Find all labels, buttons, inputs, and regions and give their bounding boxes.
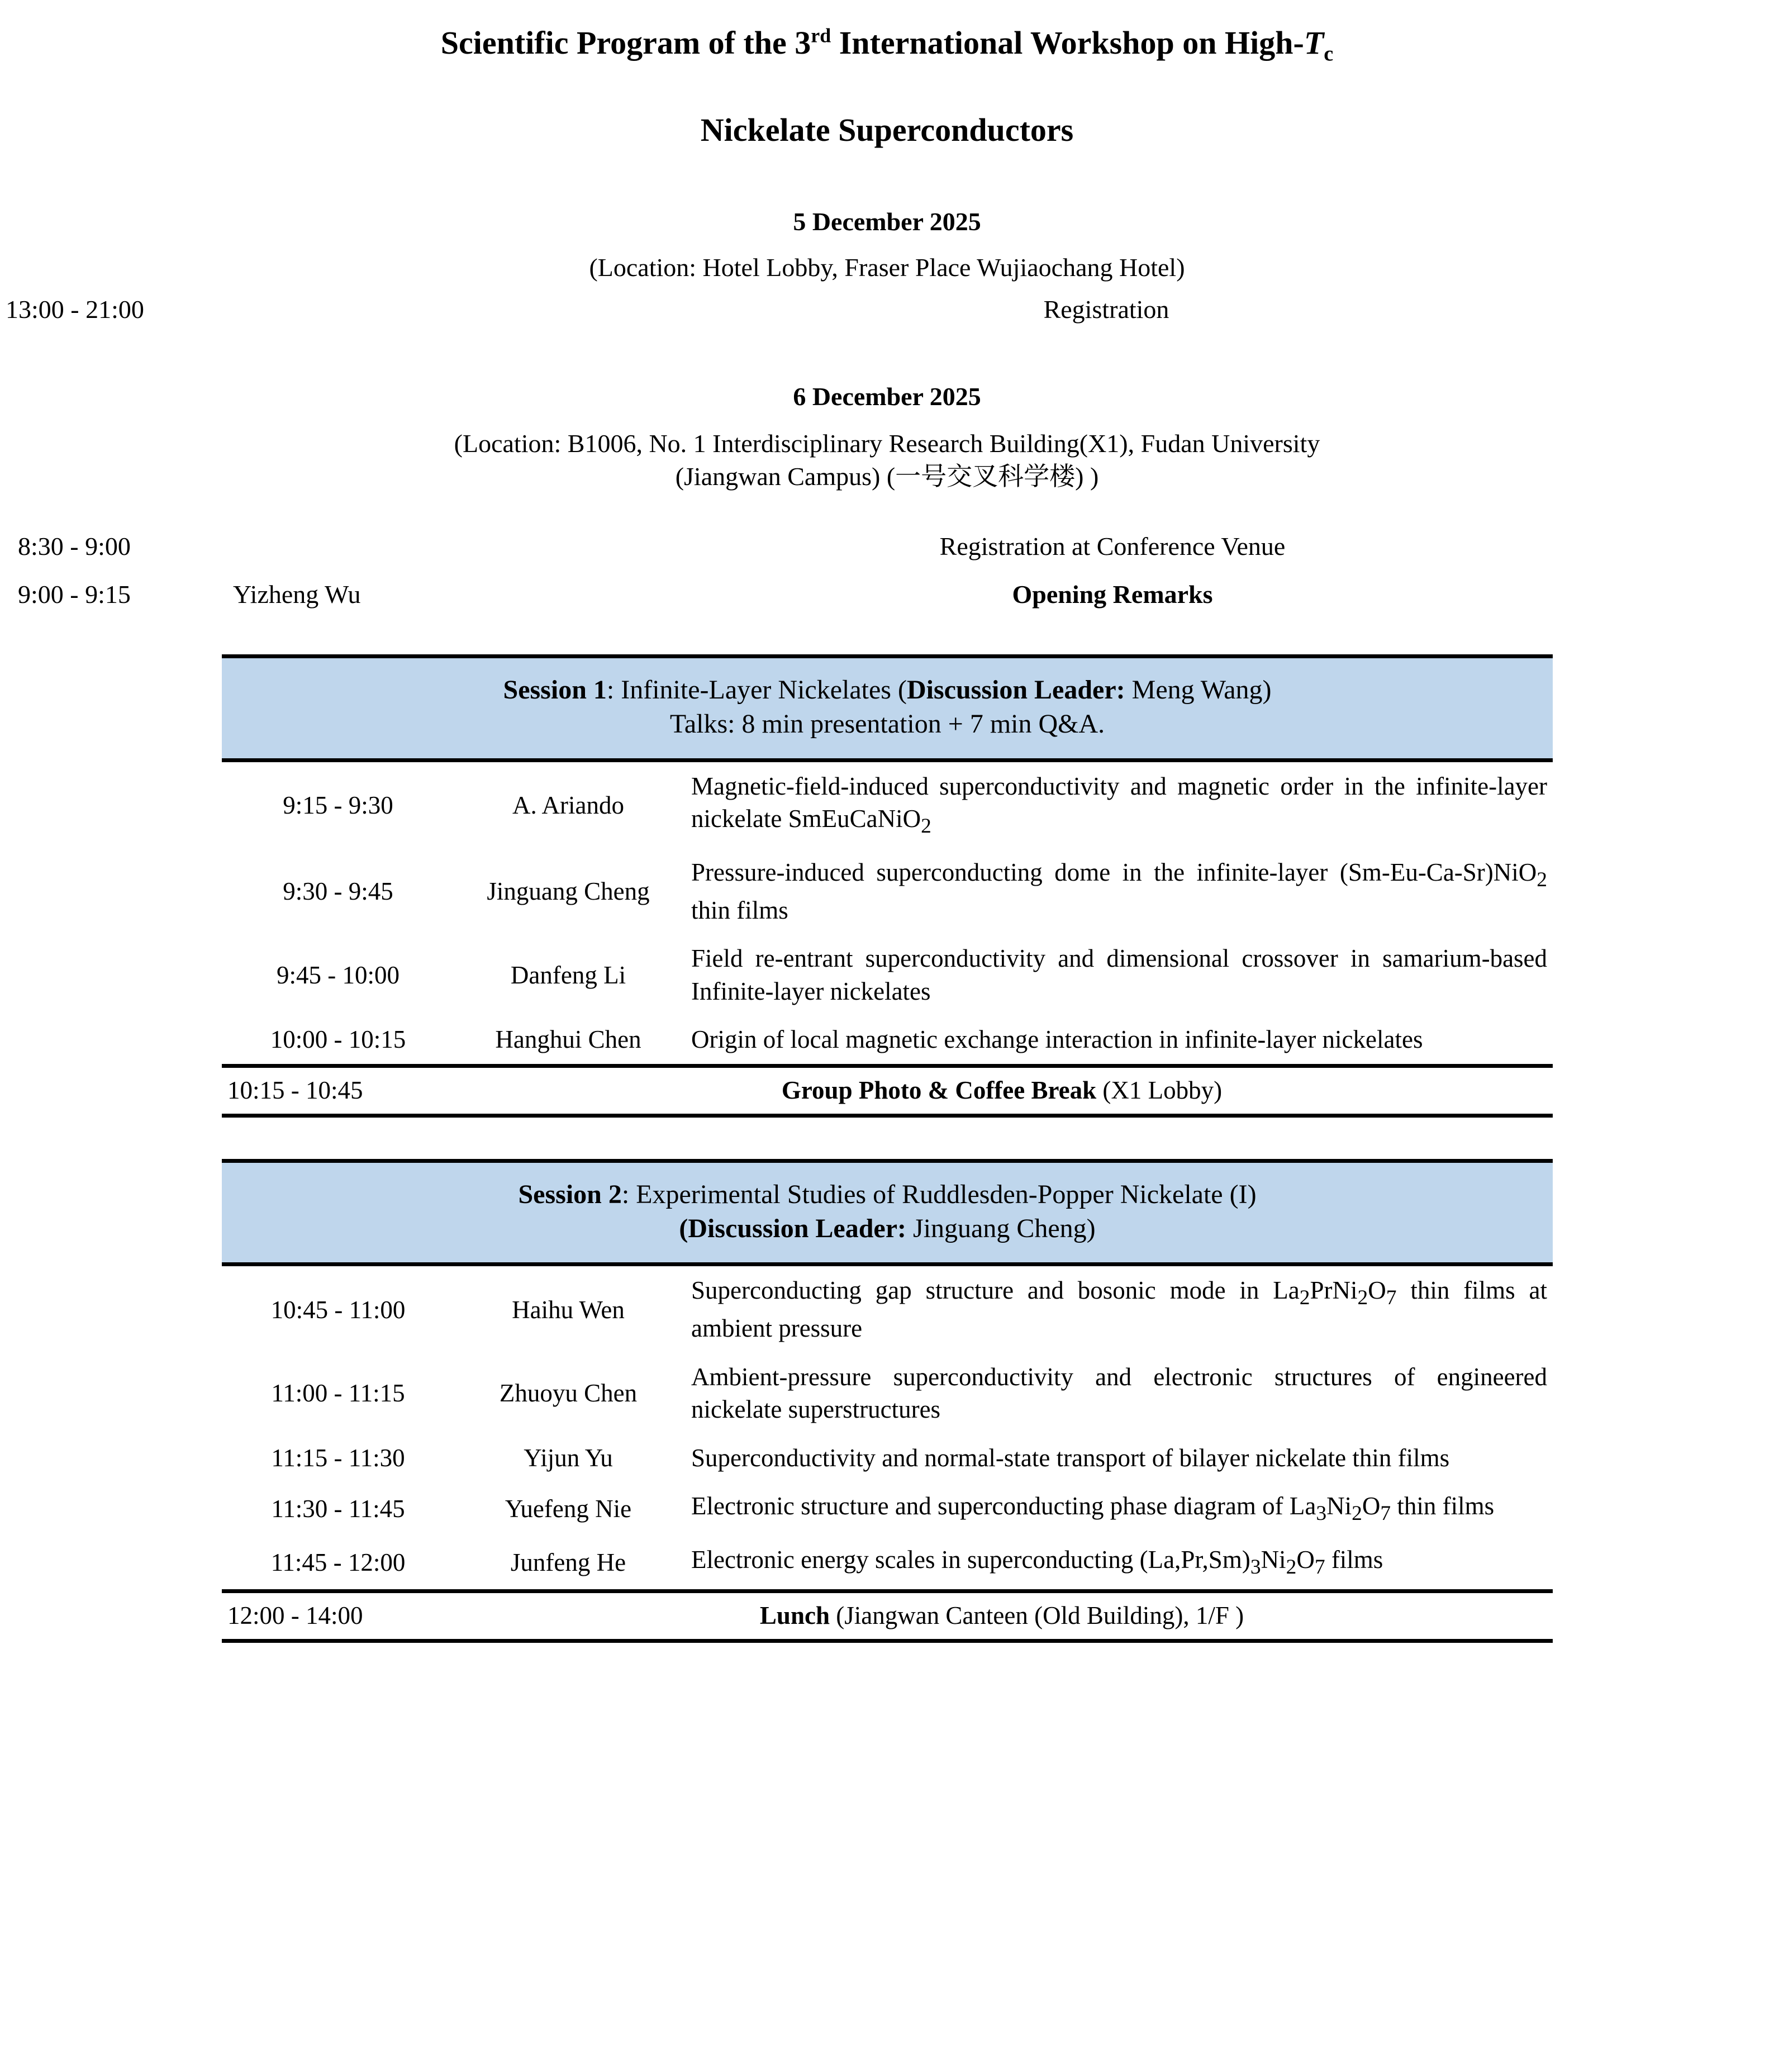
talk-title: Origin of local magnetic exchange interaction in infinite-layer nickelates [691,1025,1423,1053]
session-2-header-cell [222,1161,1553,1265]
day1-location: (Location: Hotel Lobby, Fraser Place Wujiaochang Hotel) [589,253,1185,282]
table-row [222,1265,1553,1353]
talk-title: Electronic structure and superconducting phase diagram of $La_3Ni_2O_7$ thin films [691,1492,1495,1526]
session-2-header-line1 [244,1177,1530,1211]
talk-time: 11:30 - 11:45 [271,1495,405,1523]
day2-opening-desc: Opening Remarks [1012,579,1213,609]
day2-registration-time: 8:30 - 9:00 [18,531,131,560]
talk-time: 11:15 - 11:30 [271,1443,405,1472]
session-1-label: Session 1 [503,674,607,705]
day2-opening-name: Yizheng Wu [233,579,361,609]
talk-time: 10:45 - 11:00 [270,1295,406,1324]
session-2-table [222,1159,1553,1643]
table-row [222,1536,1553,1591]
talk-speaker: Junfeng He [510,1548,626,1576]
talk-title: Ambient-pressure superconductivity and electronic structures of engineered nickelate superstructures [691,1362,1548,1424]
table-row [222,1015,1553,1066]
session-2-leader-label: (Discussion Leader: [679,1213,907,1243]
talk-title: Superconductivity and normal-state transport of bilayer nickelate thin films [691,1443,1450,1472]
day2-date: 6 December 2025 [793,382,981,411]
talk-title: Superconducting gap structure and bosonic mode in $La_2PrNi_2O_7$ thin films at ambient pressure [691,1276,1548,1343]
day2-opening-time: 9:00 - 9:15 [18,579,131,609]
page-title-part1: Scientific Program of the 3 [440,25,811,61]
session-2-label: Session 2 [518,1179,622,1209]
page-title-tc-subscript: c [1324,42,1334,66]
talk-time: 9:45 - 10:00 [277,961,399,989]
session-2-header-row [222,1161,1553,1265]
day2-block [0,384,1774,493]
session-1-leader-label: Discussion Leader: [906,674,1125,705]
talk-time: 10:00 - 10:15 [270,1025,406,1054]
page-title-tc-symbol: T [1304,25,1324,61]
talk-speaker: A. Ariando [512,791,624,819]
talk-speaker: Zhuoyu Chen [499,1379,638,1408]
session-2-header-line2 [244,1211,1530,1246]
table-row [222,760,1553,848]
session-1-table [222,654,1553,1118]
session-1-header-line2: Talks: 8 min presentation + 7 min Q&A. [669,709,1105,739]
table-row [222,848,1553,934]
day2-registration-row [0,531,1774,560]
session-1-header-row [222,656,1553,760]
page-title-part2: International Workshop on High- [831,25,1304,61]
talk-speaker: Yijun Yu [524,1443,613,1472]
session-1-header-cell [222,656,1553,760]
table-row [222,1434,1553,1482]
session-1-title: : Infinite-Layer Nickelates ( [606,674,907,705]
talk-speaker: Haihu Wen [512,1295,625,1324]
break-time: 10:15 - 10:45 [222,1066,451,1115]
session-2-leader-name: Jinguang Cheng) [906,1213,1096,1243]
talk-title: Magnetic-field-induced superconductivity and magnetic order in the infinite-layer nickelate SmEuCaNiO$_2$ [691,772,1548,838]
day1-registration-row [0,294,1774,324]
break-label [451,1066,1553,1115]
day1-block [0,209,1774,284]
break-label [451,1591,1553,1641]
talk-time: 11:45 - 12:00 [270,1548,406,1576]
break-label-bold: Group Photo & Coffee Break [781,1076,1097,1104]
session-1-leader-name: Meng Wang) [1125,674,1272,705]
session-1-break-row [222,1066,1553,1115]
talk-time: 11:00 - 11:15 [271,1379,405,1408]
talk-speaker: Yuefeng Nie [505,1495,632,1523]
day1-date: 5 December 2025 [793,207,981,236]
page-title [0,0,1774,66]
talk-speaker: Hanghui Chen [495,1025,641,1054]
table-row [222,1482,1553,1536]
table-row [222,1353,1553,1434]
break-label-bold: Lunch [759,1601,830,1629]
talk-title: Field re-entrant superconductivity and dimensional crossover in samarium-based Infinite-layer nickelates [691,944,1548,1005]
break-time: 12:00 - 14:00 [222,1591,451,1641]
day2-registration-desc: Registration at Conference Venue [939,531,1286,560]
page-title-ordinal-suffix: rd [811,24,831,47]
talk-title: Electronic energy scales in superconducting $(La,Pr,Sm)_3Ni_2O_7$ films [691,1545,1383,1579]
day1-registration-time: 13:00 - 21:00 [6,294,144,324]
session-2-break-row [222,1591,1553,1641]
session-2-title: : Experimental Studies of Ruddlesden-Popper Nickelate (I) [621,1179,1257,1209]
session-gap-spacer [0,1118,1774,1159]
break-label-location: (X1 Lobby) [1096,1076,1223,1104]
table-row [222,934,1553,1015]
session-1-header-line1 [244,673,1530,707]
talk-time: 9:30 - 9:45 [283,877,393,905]
day2-location-line1: (Location: B1006, No. 1 Interdisciplinary Research Building(X1), Fudan University [454,429,1320,458]
day2-opening-row [0,579,1774,609]
page-subtitle: Nickelate Superconductors [700,112,1074,148]
day2-location-line2: (Jiangwan Campus) (一号交叉科学楼) ) [675,462,1099,491]
talk-speaker: Jinguang Cheng [487,877,650,905]
break-label-location: (Jiangwan Canteen (Old Building), 1/F ) [829,1601,1244,1629]
talk-time: 9:15 - 9:30 [283,791,393,819]
talk-title: Pressure-induced superconducting dome in the infinite-layer (Sm-Eu-Ca-Sr)NiO$_2$ thin films [691,858,1548,924]
day1-registration-desc: Registration [1043,294,1169,324]
talk-speaker: Danfeng Li [510,961,626,989]
